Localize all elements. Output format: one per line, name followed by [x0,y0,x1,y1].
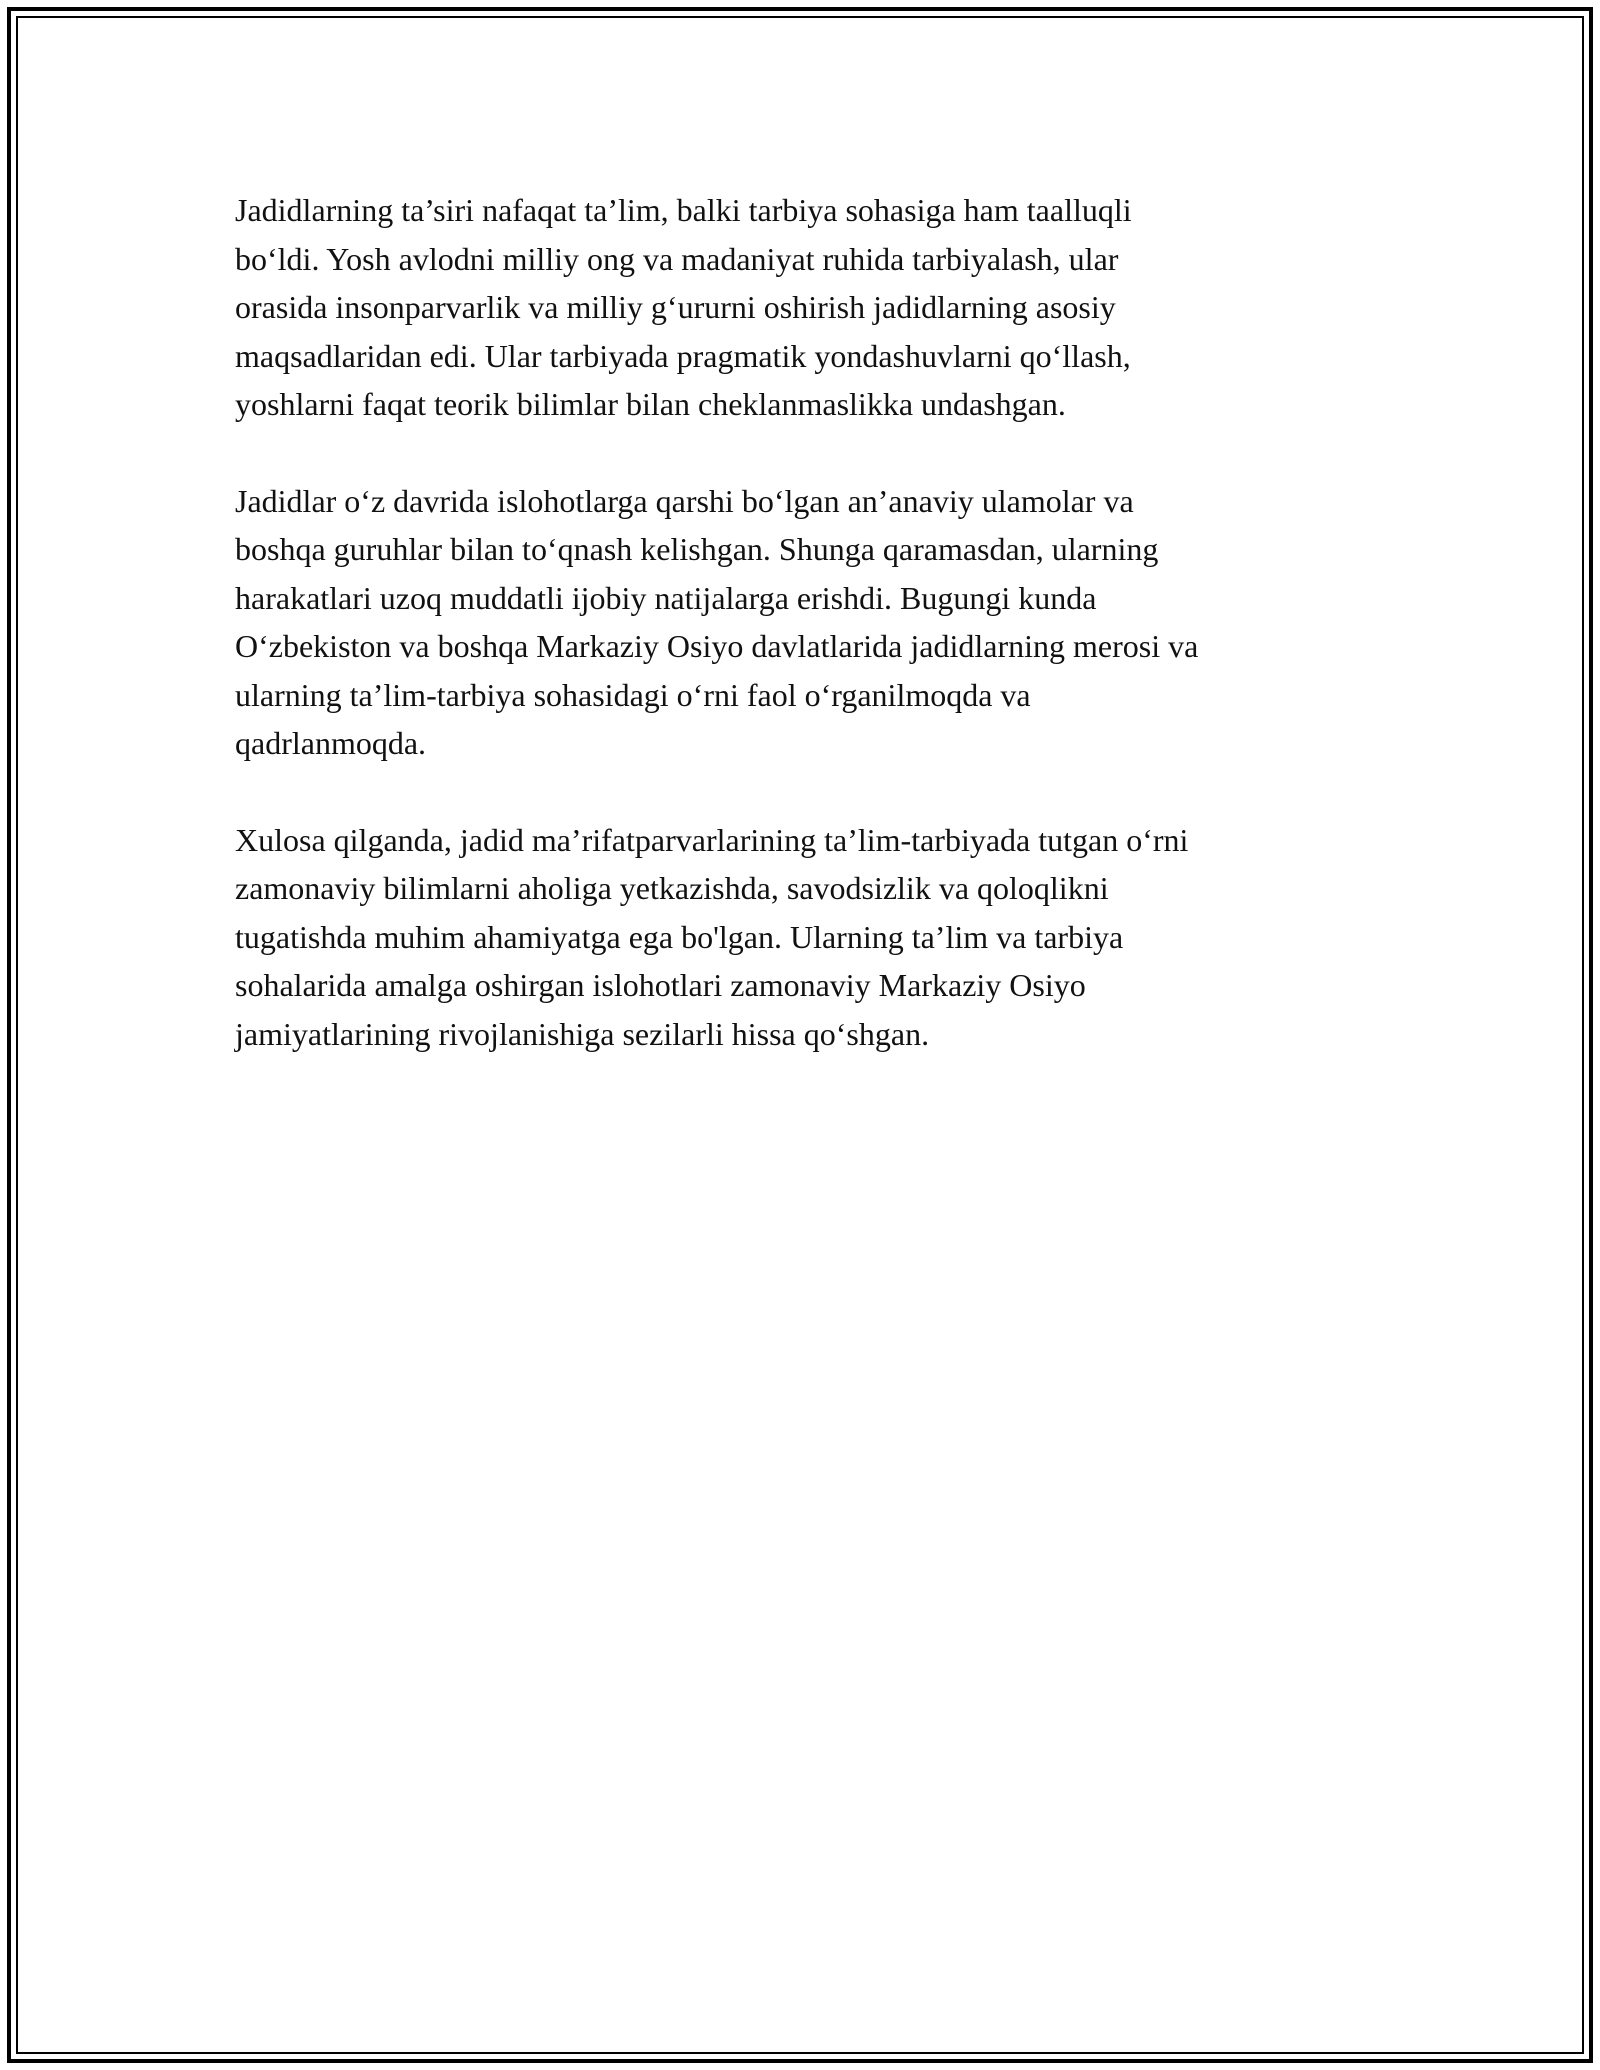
paragraph-1: Jadidlarning ta’siri nafaqat ta’lim, balki tarbiya sohasiga ham taalluqli bo‘ldi. Yosh avlodni milliy ong va madaniyat ruhida tarbiyalash, ular orasida insonparvarlik va milliy g‘ururni oshirish jadidlarning asosiy maqsadlaridan edi. Ular tarbiyada pragmatik yondashuvlarni qo‘llash, yoshlarni faqat teorik bilimlar bilan cheklanmaslikka undashgan. [235,192,1132,422]
document-body [235,186,1355,1106]
paragraph-2: Jadidlar o‘z davrida islohotlarga qarshi bo‘lgan an’anaviy ulamolar va boshqa guruhlar bilan to‘qnash kelishgan. Shunga qaramasdan, ularning harakatlari uzoq muddatli ijobiy natijalarga erishdi. Bugungi kunda O‘zbekiston va boshqa Markaziy Osiyo davlatlarida jadidlarning merosi va ularning ta’lim-tarbiya sohasidagi o‘rni faol o‘rganilmoqda va qadrlanmoqda. [235,482,1199,761]
paragraph-3: Xulosa qilganda, jadid ma’rifatparvarlarining ta’lim-tarbiyada tutgan o‘rni zamonaviy bilimlarni aholiga yetkazishda, savodsizlik va qoloqlikni tugatishda muhim ahamiyatga ega bo'lgan. Ularning ta’lim va tarbiya sohalarida amalga oshirgan islohotlari zamonaviy Markaziy Osiyo jamiyatlarining rivojlanishiga sezilarli hissa qo‘shgan. [235,821,1189,1052]
